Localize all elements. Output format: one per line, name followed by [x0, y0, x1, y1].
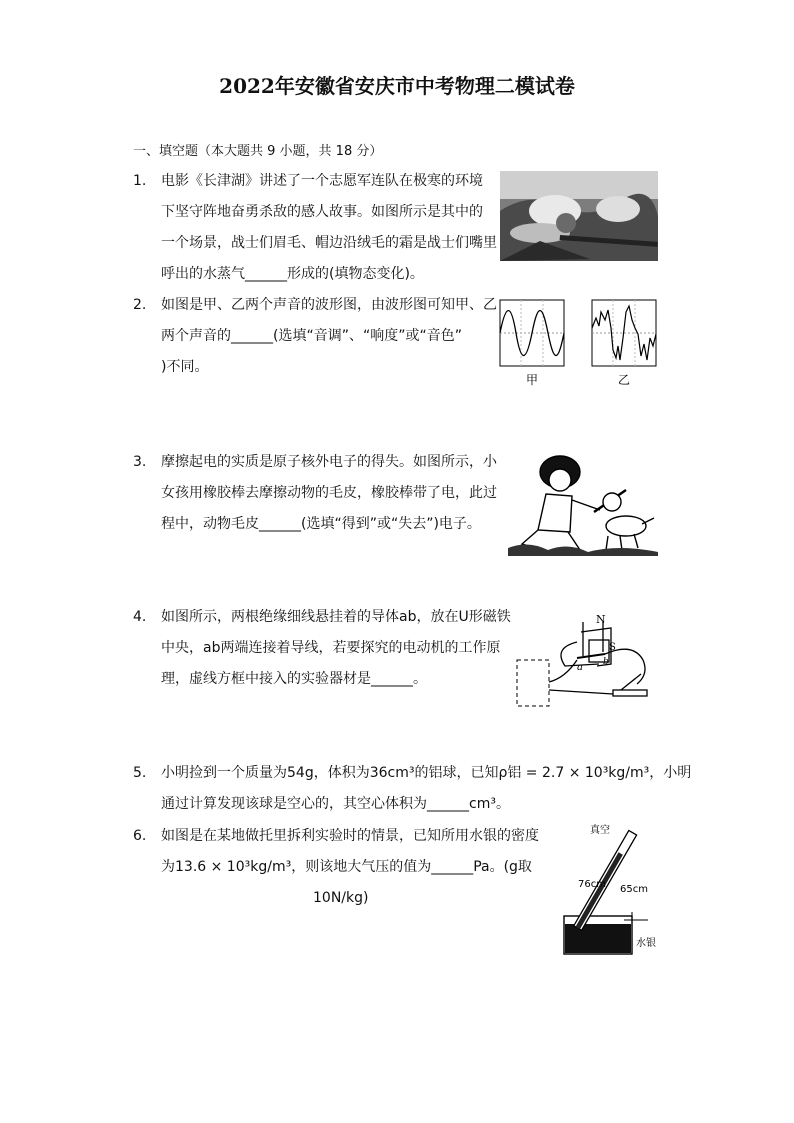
question-text [161, 758, 691, 820]
question-number: 3. [133, 454, 147, 470]
waveform-figures [497, 298, 663, 390]
conductor-end-a-label: a [577, 662, 583, 673]
text-line: )不同。 [161, 359, 209, 375]
question-number: 6. [133, 828, 147, 844]
text-line: 两个声音的______(选填“音调”、“响度”或“音色” [161, 328, 462, 344]
figure-label-yi: 乙 [617, 373, 631, 387]
question-text [161, 447, 497, 540]
text-line: 如图是在某地做托里拆利实验时的情景，已知所用水银的密度 [161, 828, 539, 844]
question-text [161, 290, 497, 383]
question-text [161, 821, 539, 914]
text-line: 为13.6 × 10³kg/m³，则该地大气压的值为______Pa。(g取 [161, 859, 532, 875]
text-line: 如图所示，两根绝缘细线悬挂着的导体ab，放在U形磁铁 [161, 609, 511, 625]
text-line: 中央，ab两端连接着导线，若要探究的电动机的工作原 [161, 640, 501, 656]
text-line: 通过计算发现该球是空心的，其空心体积为______cm³。 [161, 796, 510, 812]
vacuum-label: 真空 [590, 825, 610, 836]
text-line: 摩擦起电的实质是原子核外电子的得失。如图所示，小 [161, 454, 497, 470]
dashed-box [517, 660, 549, 706]
section-heading: 一、填空题（本大题共 9 小题，共 18 分） [133, 144, 383, 159]
text-line: 女孩用橡胶棒去摩擦动物的毛皮，橡胶棒带了电，此过 [161, 485, 497, 501]
question-number: 4. [133, 609, 147, 625]
text-line: 小明捡到一个质量为54g，体积为36cm³的铝球，已知ρ铝 = 2.7 × 10³kg/m³，小明 [161, 765, 692, 781]
waveform-jia [500, 300, 564, 366]
length-label-76cm: 76cm [578, 879, 606, 890]
height-label-65cm: 65cm [620, 884, 648, 895]
text-line: 如图是甲、乙两个声音的波形图，由波形图可知甲、乙 [161, 297, 497, 313]
question-number: 5. [133, 765, 147, 781]
mercury-label: 水银 [636, 938, 656, 949]
magnet-label-n: N [596, 613, 606, 626]
figure-label-jia: 甲 [525, 373, 539, 387]
waveform-yi [592, 300, 656, 366]
text-line: 电影《长津湖》讲述了一个志愿军连队在极寒的环境 [161, 173, 483, 189]
soldiers-photo [500, 171, 658, 261]
conductor-end-b-label: b [603, 657, 609, 667]
girl-rubbing-animal-illustration [508, 452, 660, 556]
text-line: 呼出的水蒸气______形成的(填物态变化)。 [161, 266, 424, 282]
page-title: 2022年安徽省安庆市中考物理二模试卷 [219, 74, 575, 98]
question-text [161, 602, 511, 695]
text-line: 程中，动物毛皮______(选填“得到”或“失去”)电子。 [161, 516, 481, 532]
u-magnet-apparatus [513, 612, 657, 708]
question-number: 2. [133, 297, 147, 313]
question-number: 1. [133, 173, 147, 189]
text-line: 下坚守阵地奋勇杀敌的感人故事。如图所示是其中的 [161, 204, 483, 220]
text-line: 一个场景，战士们眉毛、帽边沿绒毛的霜是战士们嘴里 [161, 235, 497, 251]
text-line: 10N/kg) [313, 890, 369, 906]
magnet-label-s: S [609, 642, 616, 653]
torricelli-experiment-figure [556, 822, 666, 958]
text-line: 理，虚线方框中接入的实验器材是______。 [161, 671, 427, 687]
question-text [161, 166, 497, 290]
